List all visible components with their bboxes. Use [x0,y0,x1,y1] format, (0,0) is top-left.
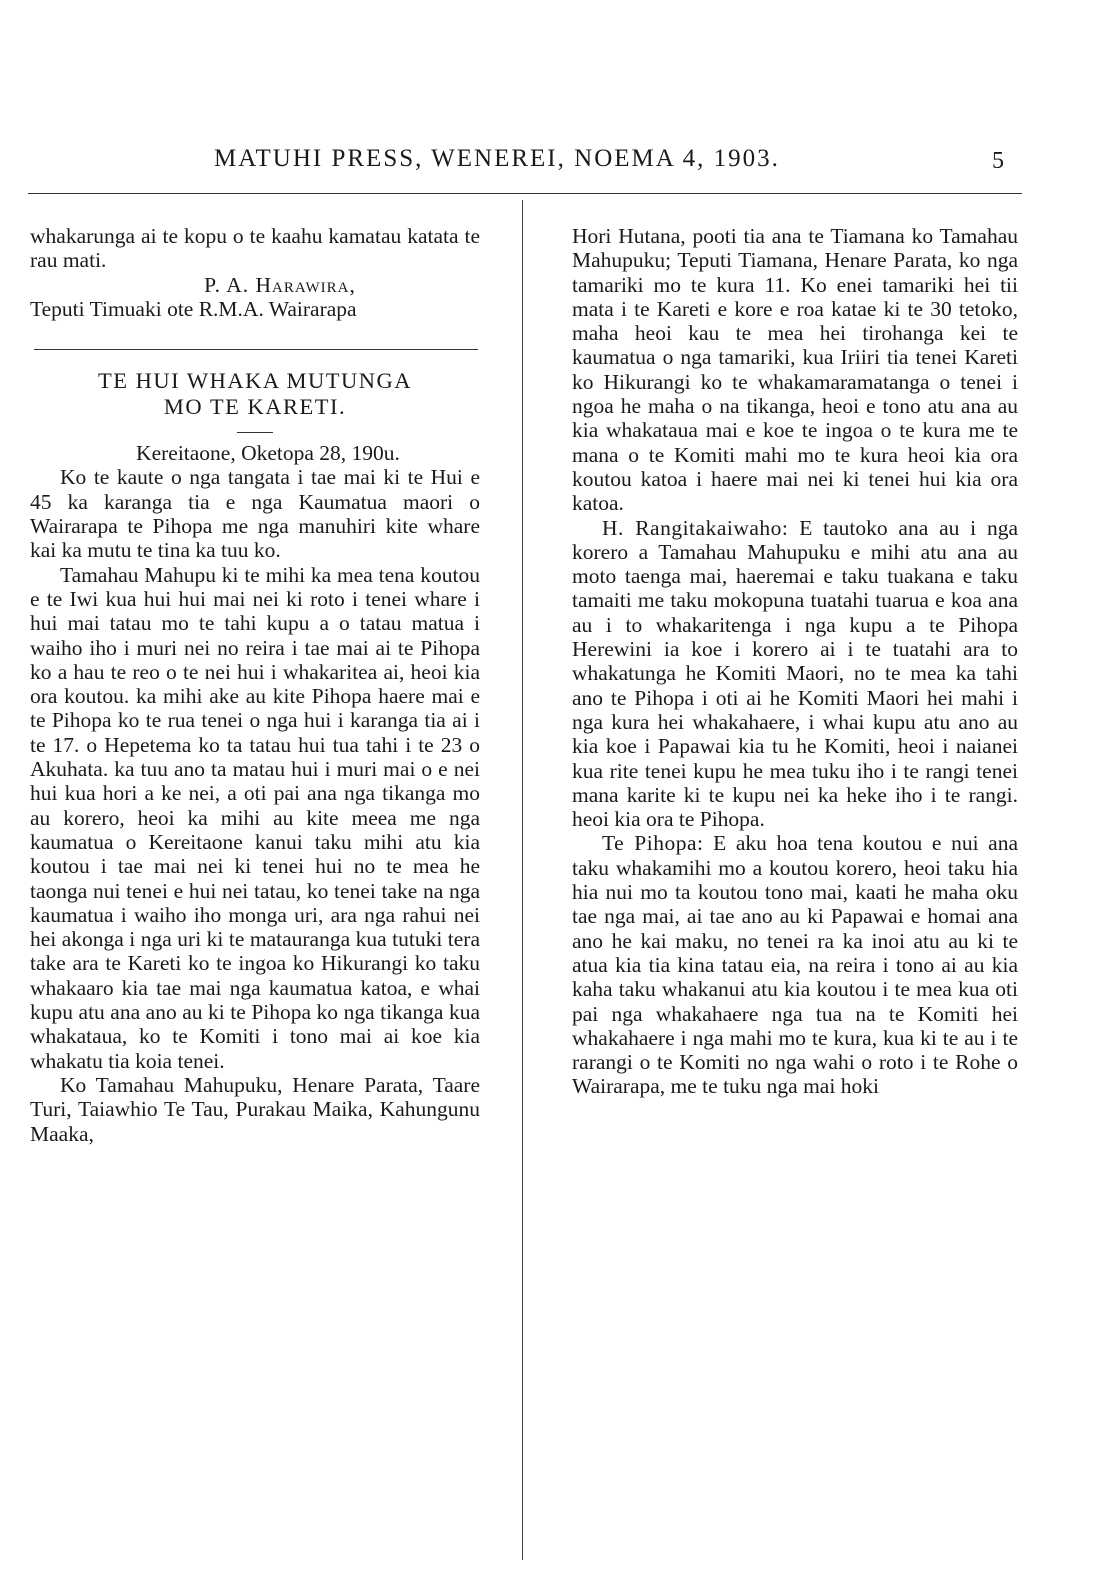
section-separator [34,349,478,350]
signature-title: Teputi Timuaki ote R.M.A. Wairarapa [30,296,357,321]
left-paragraph-3: Ko Tamahau Mahupuku, Henare Parata, Taare Turi, Taiawhio Te Tau, Purakau Maika, Kahungunu Maaka, [30,1072,480,1146]
right-column [572,224,1018,1099]
article-title-line-2: MO TE KARETI. [163,394,347,420]
speech-text: E aku hoa tena koutou e nui ana taku whakamihi mo a koutou korero, heoi taku hia hia nui mo ta koutou tono mai, kaati he maha oku tae nga mai, ai tae ano au ki Papawai e homai ana ano he kai maku, no tenei ra ka inoi atu au ki te atua kia tia kina tatau eia, na reira i tono ai au kia kaha taku whakanui atu kia koutou i te mea kua oti pai nga whakahaere nga tua na te Komiti hei whakahaere i nga mahi mo te kura, kua ki te au i te rarangi o te Komiti no nga wahi o roto i te Rohe o Wairarapa, me te tuku nga mai hoki [572,831,1019,1099]
signature-name [30,273,480,297]
article-title [30,368,480,420]
speech-text: E tautoko ana au i nga korero a Tamahau Mahupuku e mihi atu ana au moto taenga mai, haeremai e taku tuakana e taku tamaiti me taku mokopuna tuatahi tuarua e koa ana au i to whakaritenga i nga kupu a te Pihopa Herewini ia koe i korero ai i te tuatahi ara to whakatunga he Komiti Maori, no te mea ka tahi ano te Pihopa i oti ai he Komiti Maori hei mahi i nga kura hei whakahaere, i whai kupu atu ano au kia koe i Papawai kia tu he Komiti, heoi i naianei kua rite tenei kupu he mea tuku iho i te rangi tenei mana karite ki te kupu nei ka heke iho i te rangi. heoi kia ora te Pihopa. [572,515,1018,832]
page-number: 5 [992,148,1004,174]
title-rule [237,432,273,433]
signature-name-text: P. A. Harawira, [204,272,356,297]
right-paragraph-3 [572,831,1018,1098]
left-column [30,224,480,1146]
newspaper-header-title: MATUHI PRESS, WENEREI, NOEMA 4, 1903. [214,145,780,172]
speaker-name: Te Pihopa: [602,831,704,856]
intro-text: whakarunga ai te kopu o te kaahu kamatau katata te rau mati. [30,224,480,273]
column-divider [522,200,523,1560]
speaker-name: H. Rangitakaiwaho: [602,515,789,540]
article-title-line-1: TE HUI WHAKA MUTUNGA [98,368,412,394]
left-paragraph-2: Tamahau Mahupu ki te mihi ka mea tena koutou e te Iwi kua hui hui mai nei ki roto i tenei whare i hui mai tatau mo te tahi kupu a o tatau matua i waiho iho i muri nei no reira i tae mai ai te Pihopa ko a hau te reo o te nei hui i whakaritea ai, heoi kia ora koutou. ka mihi ake au kite Pihopa haere mai e te Pihopa ko te rua tenei o nga hui i karanga tia ai i te 17. o Hepetema ko ta tatau hui tua tahi i te 23 o Akuhata. ka tuu ano ta matau hui i muri mai o e nei hui kua hori a ke nei, a oti pai ana nga tikanga mo au korero, heoi ka mihi au kite meea me nga kaumatua o Kereitaone kanui taku mihi atu kia koutou i tae mai nei ki tenei hui no te mea he taonga nui tenei e hui nei tatau, ko tenei take na nga kaumatua i waiho iho monga uri, ara nga rahui nei hei akonga i nga uri ki te matauranga kua tutuki tera take ara te Kareti ko te ingoa ko Hikurangi ko taku whakaaro kia tae mai nga kaumatua katoa, e whai kupu atu ana ano au ki te Pihopa ko nga tikanga kua whakataua, ko te Komiti i tono mai ai koe kia whakatu tia koia tenei. [30,562,480,1073]
header-rule [28,193,1022,194]
masthead [0,140,1114,180]
left-paragraph-1: Ko te kaute o nga tangata i tae mai ki te Hui e 45 ka karanga tia e nga Kaumatua maori o Wairarapa te Pihopa me nga manuhiri kite whare kai ka mutu te tina ka tuu ko. [30,465,480,563]
right-paragraph-2 [572,516,1018,832]
right-paragraph-1: Hori Hutana, pooti tia ana te Tiamana ko Tamahau Mahupuku; Teputi Tiamana, Henare Parata, ko nga tamariki mo te kura 11. Ko enei tamariki hei tii mata i te Kareti e kore e roa katae ki te 30 tetoko, maha heoi kau te mea hei tirohanga kei te kaumatua o nga tamariki, kua Iriiri tia tenei Kareti ko Hikurangi ko te whakamaramatanga o tenei i ngoa he maha o na tikanga, heoi e tono atu ana au kia whakataua mai e koe te ingoa o te kura me te mana o te Komiti mahi mo te kura heoi kia ora koutou katoa i haere mai nei ki tenei hui kia ora katoa. [572,224,1018,516]
dateline: Kereitaone, Oketopa 28, 190u. [136,441,400,466]
